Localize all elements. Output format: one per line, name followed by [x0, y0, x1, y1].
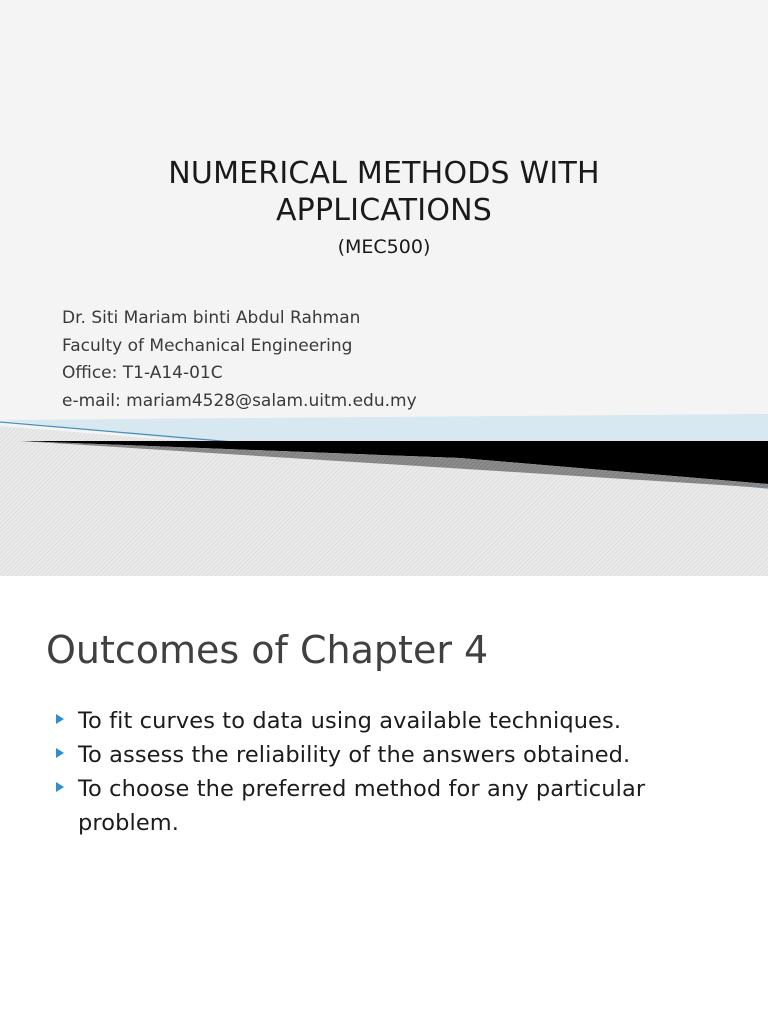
right-triangle-bullet-icon	[56, 714, 64, 724]
bullet-text: To assess the reliability of the answers obtained.	[78, 742, 631, 768]
slide-title-block	[0, 155, 768, 262]
outcomes-title: Outcomes of Chapter 4	[46, 628, 489, 672]
list-item	[50, 738, 740, 772]
course-code: (MEC500)	[337, 236, 431, 258]
outcomes-slide	[0, 576, 768, 1024]
bullet-text: To choose the preferred method for any particular problem.	[78, 776, 646, 836]
list-item	[50, 772, 740, 840]
slide-title-line-2: APPLICATIONS	[275, 193, 493, 228]
list-item	[50, 704, 740, 738]
decorative-diagonal-bands	[0, 396, 768, 576]
bullet-text: To fit curves to data using available techniques.	[78, 708, 622, 734]
email-address: e-mail: mariam4528@salam.uitm.edu.my	[62, 390, 417, 411]
faculty-name: Faculty of Mechanical Engineering	[62, 335, 353, 356]
office-location: Office: T1-A14-01C	[62, 363, 223, 383]
outcomes-list	[50, 704, 740, 840]
right-triangle-bullet-icon	[56, 782, 64, 792]
slide-title-line-1: NUMERICAL METHODS WITH	[168, 156, 600, 191]
right-triangle-bullet-icon	[56, 748, 64, 758]
lecturer-name: Dr. Siti Mariam binti Abdul Rahman	[62, 308, 361, 328]
